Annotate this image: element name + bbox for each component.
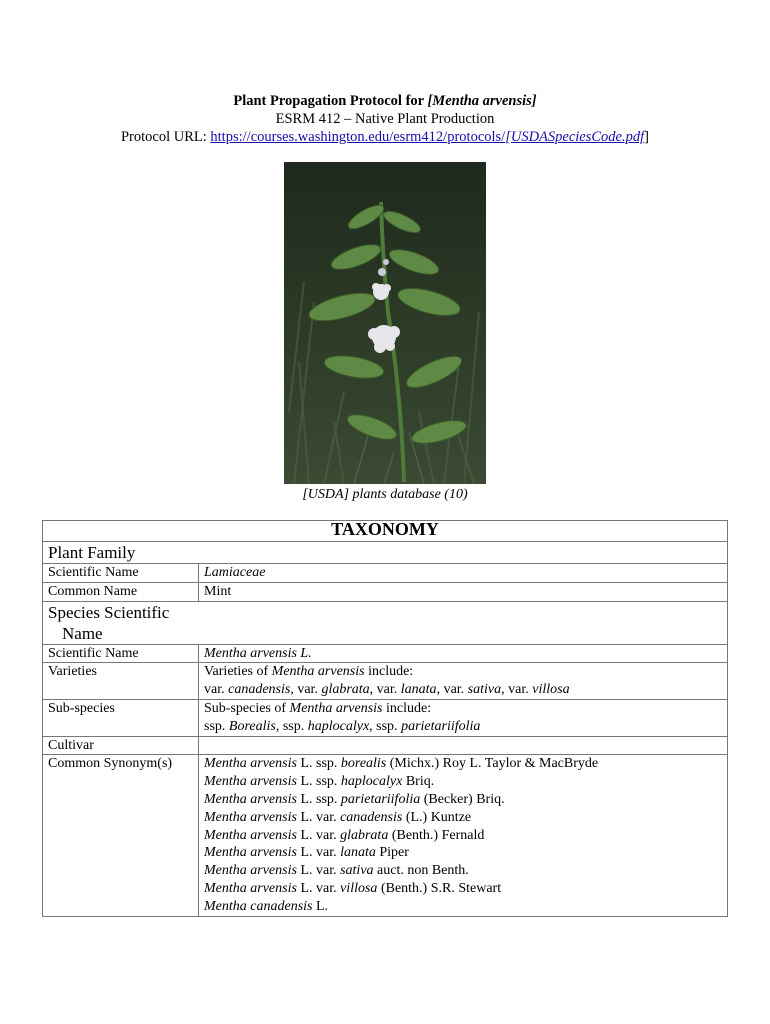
synonym-rank: L. var. xyxy=(296,809,341,825)
synonym-line xyxy=(204,773,722,791)
photo-caption: [USDA] plants database (10) xyxy=(302,487,468,502)
protocol-url-link[interactable]: https://courses.washington.edu/esrm412/protocols/[USDASpeciesCode.pdf xyxy=(210,129,645,145)
taxonomy-heading: TAXONOMY xyxy=(43,521,728,542)
synonym-line xyxy=(204,791,722,809)
variety-rank: var. xyxy=(297,682,322,698)
variety-rank: var. xyxy=(376,682,401,698)
species-scientific-name-label: Scientific Name xyxy=(43,644,199,663)
synonym-epithet: glabrata xyxy=(340,827,389,843)
synonym-line xyxy=(204,755,722,773)
synonym-line xyxy=(204,809,722,827)
subspecies-list xyxy=(204,718,722,736)
synonym-genus: Mentha arvensis xyxy=(204,863,297,879)
subspecies-value xyxy=(199,699,728,736)
variety-separator: , xyxy=(369,682,377,698)
variety-name: villosa xyxy=(532,682,570,698)
family-common-name-value: Mint xyxy=(199,582,728,601)
taxonomy-table xyxy=(42,520,728,917)
document-header xyxy=(0,92,770,146)
synonym-rank: L. ssp. xyxy=(296,756,341,772)
variety-rank: var. xyxy=(204,682,229,698)
protocol-url-line: Protocol URL: https://courses.washington.edu/esrm412/protocols/[USDASpeciesCode.pdf] xyxy=(120,129,649,145)
synonym-line xyxy=(204,844,722,862)
family-scientific-name-label: Scientific Name xyxy=(43,564,199,583)
family-scientific-name-value: Lamiaceae xyxy=(199,564,728,583)
variety-separator: , xyxy=(436,682,444,698)
subspecies-rank: ssp. xyxy=(204,718,229,734)
cultivar-label: Cultivar xyxy=(43,736,199,755)
subspecies-name: parietariifolia xyxy=(401,718,481,734)
family-common-name-label: Common Name xyxy=(43,582,199,601)
subspecies-name: haplocalyx xyxy=(307,718,370,734)
subspecies-separator: , xyxy=(275,718,283,734)
synonym-rank: L. var. xyxy=(296,827,341,843)
varieties-intro: Varieties of Mentha arvensis include: xyxy=(204,664,414,680)
synonym-genus: Mentha canadensis xyxy=(204,898,313,914)
subspecies-name: Borealis xyxy=(228,718,276,734)
synonym-author: auct. non Benth. xyxy=(373,863,469,879)
synonym-genus: Mentha arvensis xyxy=(204,827,297,843)
synonyms-label: Common Synonym(s) xyxy=(43,755,199,916)
species-scientific-name-value: Mentha arvensis L. xyxy=(199,644,728,663)
synonym-genus: Mentha arvensis xyxy=(204,845,297,861)
variety-rank: var. xyxy=(508,682,533,698)
subspecies-rank: ssp. xyxy=(282,718,308,734)
species-section-label: Species Scientific Name xyxy=(43,601,728,644)
synonym-rank: L. xyxy=(312,898,329,914)
synonyms-list xyxy=(199,755,728,916)
subspecies-rank: ssp. xyxy=(376,718,402,734)
variety-rank: var. xyxy=(443,682,468,698)
varieties-value xyxy=(199,663,728,700)
synonym-author: Piper xyxy=(375,845,409,861)
synonym-genus: Mentha arvensis xyxy=(204,809,297,825)
synonym-epithet: sativa xyxy=(340,863,374,879)
variety-separator: , xyxy=(501,682,509,698)
synonym-genus: Mentha arvensis xyxy=(204,791,297,807)
synonym-line xyxy=(204,862,722,880)
variety-name: glabrata xyxy=(321,682,370,698)
synonym-epithet: parietariifolia xyxy=(340,791,421,807)
synonym-author: (L.) Kuntze xyxy=(402,809,472,825)
title-species: [Mentha arvensis] xyxy=(427,93,537,109)
varieties-list xyxy=(204,681,722,699)
plant-family-section-label: Plant Family xyxy=(43,542,728,564)
synonym-line xyxy=(204,898,722,916)
synonym-author: (Becker) Briq. xyxy=(420,791,505,807)
synonym-rank: L. var. xyxy=(296,845,341,861)
synonym-rank: L. var. xyxy=(296,880,341,896)
synonym-rank: L. ssp. xyxy=(296,791,341,807)
plant-photo xyxy=(284,162,486,484)
synonym-genus: Mentha arvensis xyxy=(204,756,297,772)
variety-name: lanata xyxy=(400,682,437,698)
synonym-author: (Benth.) Fernald xyxy=(388,827,485,843)
cultivar-value xyxy=(199,736,728,755)
synonym-author: Briq. xyxy=(402,774,435,790)
variety-name: canadensis xyxy=(228,682,291,698)
synonym-epithet: lanata xyxy=(340,845,376,861)
synonym-genus: Mentha arvensis xyxy=(204,880,297,896)
synonym-epithet: haplocalyx xyxy=(340,774,403,790)
synonym-author: (Benth.) S.R. Stewart xyxy=(377,880,502,896)
synonym-rank: L. ssp. xyxy=(296,774,341,790)
subspecies-separator: , xyxy=(369,718,377,734)
varieties-label: Varieties xyxy=(43,663,199,700)
synonym-genus: Mentha arvensis xyxy=(204,774,297,790)
document-title: Plant Propagation Protocol for [Mentha arvensis] xyxy=(233,93,537,109)
synonym-epithet: canadensis xyxy=(340,809,403,825)
variety-separator: , xyxy=(290,682,298,698)
course-line: ESRM 412 – Native Plant Production xyxy=(275,111,495,127)
subspecies-label: Sub-species xyxy=(43,699,199,736)
synonym-epithet: villosa xyxy=(340,880,378,896)
synonym-line xyxy=(204,880,722,898)
synonym-rank: L. var. xyxy=(296,863,341,879)
synonym-author: (Michx.) Roy L. Taylor & MacBryde xyxy=(386,756,599,772)
variety-name: sativa xyxy=(467,682,502,698)
synonym-epithet: borealis xyxy=(340,756,387,772)
synonym-line xyxy=(204,827,722,845)
subspecies-intro: Sub-species of Mentha arvensis include: xyxy=(204,700,432,716)
